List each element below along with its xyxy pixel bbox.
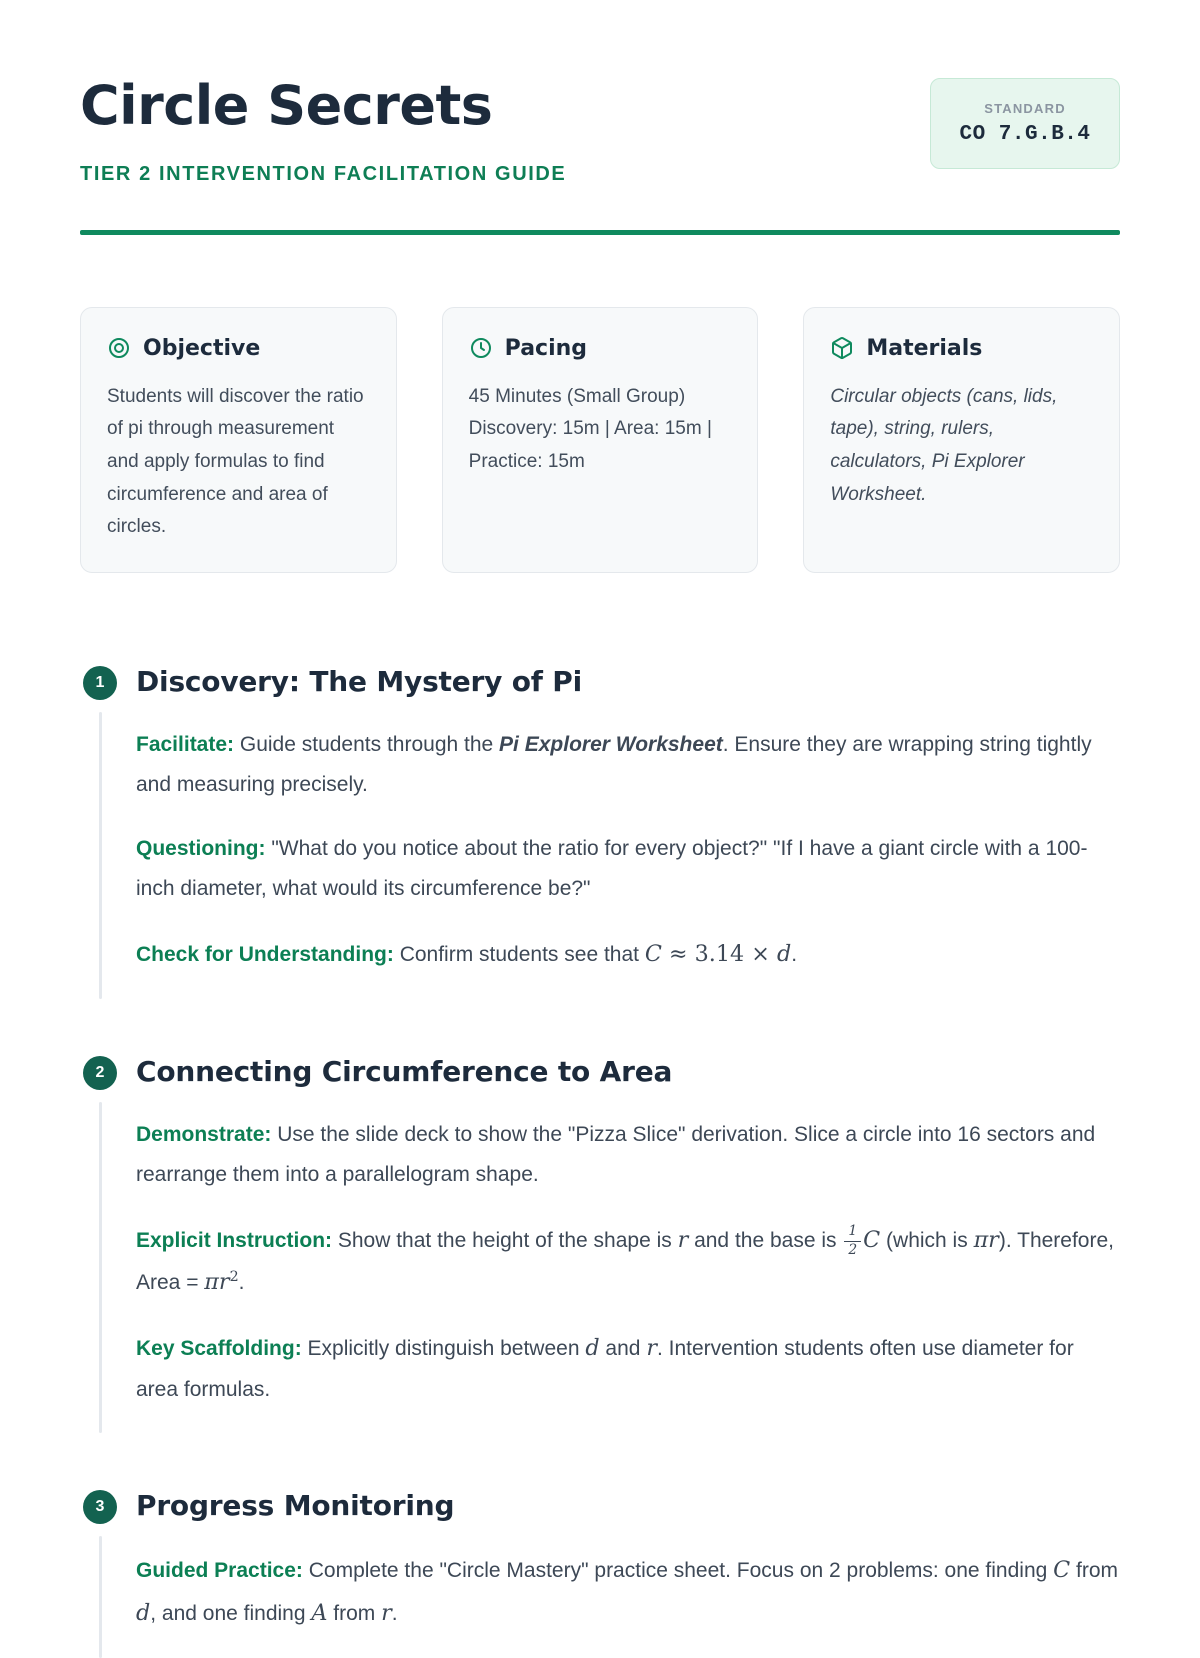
standard-label: STANDARD [984, 101, 1066, 116]
card-pacing-line-2: Discovery: 15m | Area: 15m | Practice: 15m [468, 418, 712, 473]
card-materials-title: Materials [866, 335, 983, 361]
card-objective-title: Objective [143, 335, 261, 361]
info-cards [80, 307, 1120, 573]
section-circumference-to-area [64, 1055, 1120, 1434]
page-title: Circle Secrets [80, 74, 493, 137]
step-2-paragraph-key-scaffolding: Key Scaffolding: Explicitly distinguish between d and r. Intervention students often use diameter for area formulas. [136, 1335, 1074, 1401]
step-2-heading: Connecting Circumference to Area [136, 1054, 673, 1088]
card-objective-header [107, 336, 370, 361]
step-1-content [136, 665, 1120, 999]
card-pacing-header [469, 336, 732, 361]
target-icon [107, 336, 131, 360]
standard-code: CO 7.G.B.4 [959, 123, 1091, 146]
card-materials-text: Circular objects (cans, lids, tape), string, rulers, calculators, Pi Explorer Worksheet. [830, 385, 1058, 505]
header-divider [80, 230, 1120, 235]
card-pacing-title: Pacing [504, 335, 588, 361]
step-2-rail [64, 1055, 136, 1434]
standard-badge [930, 78, 1120, 169]
step-2-paragraph-demonstrate: Demonstrate: Use the slide deck to show the "Pizza Slice" derivation. Slice a circle into 16 sectors and rearrange them into a parallelogram shape. [136, 1122, 1096, 1186]
section-discovery [64, 665, 1120, 999]
step-2-connector-line [99, 1102, 102, 1434]
header [80, 74, 1120, 186]
header-left [80, 74, 567, 186]
step-1-connector-line [99, 712, 102, 999]
clock-icon [469, 336, 493, 360]
package-icon [830, 336, 854, 360]
page-subtitle: TIER 2 INTERVENTION FACILITATION GUIDE [80, 162, 567, 185]
card-pacing-body [469, 381, 732, 479]
step-1-paragraph-facilitate: Facilitate: Guide students through the Pi Explorer Worksheet. Ensure they are wrapping string tightly and measuring precisely. [136, 733, 1092, 796]
step-3-connector-line [99, 1536, 102, 1658]
card-objective-body [107, 381, 370, 544]
card-materials-header [830, 336, 1093, 361]
step-2-paragraph-explicit-instruction: Explicit Instruction: Show that the height of the shape is r and the base is $\frac{1}{2}$ C (which is πr). Therefore, Area = $\pi r^2$. [136, 1223, 1114, 1295]
step-3-number-badge: 3 [83, 1490, 117, 1524]
step-1-paragraph-questioning: Questioning: "What do you notice about the ratio for every object?" "If I have a giant circle with a 100-inch diameter, what would its circumference be?" [136, 836, 1088, 900]
step-1-rail [64, 665, 136, 999]
step-1-number-badge: 1 [83, 666, 117, 700]
card-materials [803, 307, 1120, 573]
step-3-paragraph-guided-practice: Guided Practice: Complete the "Circle Mastery" practice sheet. Focus on 2 problems: one finding C from d, and one finding A from r. [136, 1557, 1119, 1626]
step-3-rail [64, 1489, 136, 1658]
step-1-paragraph-check: Check for Understanding: Confirm students see that C ≈ 3.14 × d. [136, 940, 798, 967]
step-3-content [136, 1489, 1120, 1658]
card-objective-text: Students will discover the ratio of pi through measurement and apply formulas to find circumference and area of circles. [107, 385, 364, 538]
card-pacing-line-1: 45 Minutes (Small Group) [468, 385, 686, 407]
card-pacing [442, 307, 759, 573]
step-1-heading: Discovery: The Mystery of Pi [136, 665, 583, 699]
step-3-heading: Progress Monitoring [136, 1489, 455, 1523]
step-2-content [136, 1055, 1120, 1434]
card-objective [80, 307, 397, 573]
card-materials-body [830, 381, 1093, 512]
step-2-number-badge: 2 [83, 1056, 117, 1090]
section-progress-monitoring [64, 1489, 1120, 1658]
